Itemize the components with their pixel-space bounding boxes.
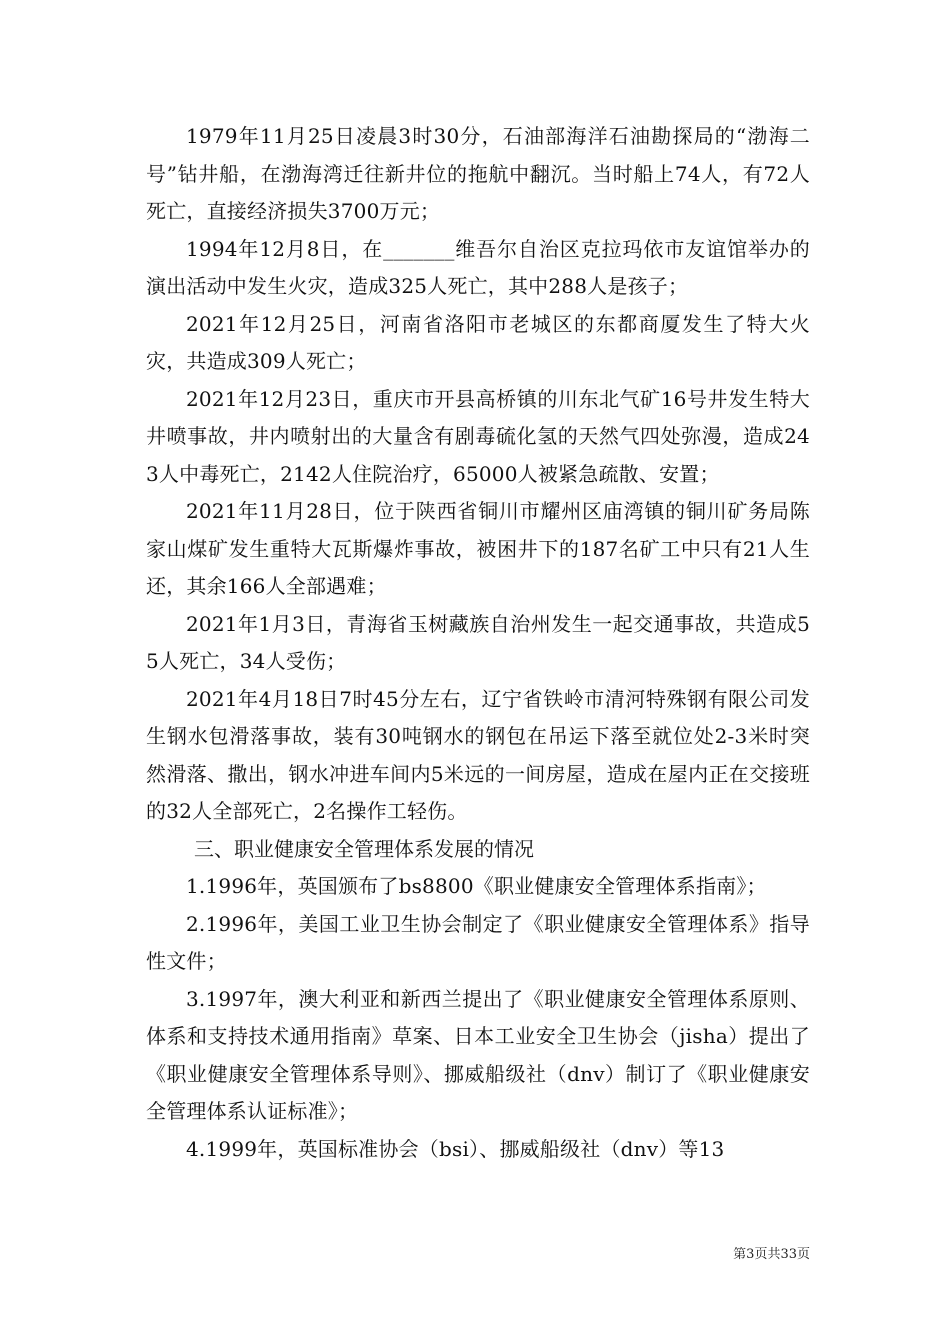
paragraph-tongchuan-explosion: 2021年11月28日，位于陕西省铜川市耀州区庙湾镇的铜川矿务局陈家山煤矿发生重特大瓦斯爆炸事故，被困井下的187名矿工中只有21人生还，其余166人全部遇难； — [146, 499, 810, 598]
section-heading: 三、职业健康安全管理体系发展的情况 — [194, 836, 534, 861]
paragraph-bohai-2: 1979年11月25日凌晨3时30分，石油部海洋石油勘探局的“渤海二号”钻井船，在渤海湾迁往新井位的拖航中翻沉。当时船上74人，有72人死亡，直接经济损失3700万元； — [146, 124, 810, 223]
paragraph-luoyang-fire: 2021年12月25日，河南省洛阳市老城区的东都商厦发生了特大火灾，共造成309人死亡； — [146, 311, 810, 373]
paragraph-kaixian-blowout: 2021年12月23日，重庆市开县高桥镇的川东北气矿16号井发生特大井喷事故，井内喷射出的大量含有剧毒硫化氢的天然气四处弥漫，造成243人中毒死亡，2142人住院治疗，65000人被紧急疏散、安置； — [146, 386, 810, 486]
document-body — [146, 118, 810, 1168]
page-number: 第3页共33页 — [733, 1247, 810, 1262]
page-footer — [0, 1243, 810, 1262]
paragraph-yushu-traffic: 2021年1月3日，青海省玉树藏族自治州发生一起交通事故，共造成55人死亡，34人受伤； — [146, 611, 810, 673]
paragraph-tieling-steel: 2021年4月18日7时45分左右，辽宁省铁岭市清河特殊钢有限公司发生钢水包滑落事故，装有30吨钢水的钢包在吊运下落至就位处2-3米时突然滑落、撒出，钢水冲进车间内5米远的一间房屋，造成在屋内正在交接班的32人全部死亡，2名操作工轻伤。 — [146, 686, 810, 823]
list-item-3: 3.1997年，澳大利亚和新西兰提出了《职业健康安全管理体系原则、体系和支持技术通用指南》草案、日本工业安全卫生协会（jisha）提出了《职业健康安全管理体系导则》、挪威船级社（dnv）制订了《职业健康安全管理体系认证标准》； — [146, 986, 810, 1123]
list-item-1: 1.1996年，英国颁布了bs8800《职业健康安全管理体系指南》； — [186, 874, 767, 898]
paragraph-karamay-fire: 1994年12月8日，在_______维吾尔自治区克拉玛依市友谊馆举办的演出活动中发生火灾，造成325人死亡，其中288人是孩子； — [146, 236, 810, 298]
list-item-4: 4.1999年，英国标准协会（bsi）、挪威船级社（dnv）等13 — [186, 1136, 725, 1161]
list-item-2: 2.1996年，美国工业卫生协会制定了《职业健康安全管理体系》指导性文件； — [146, 911, 810, 973]
